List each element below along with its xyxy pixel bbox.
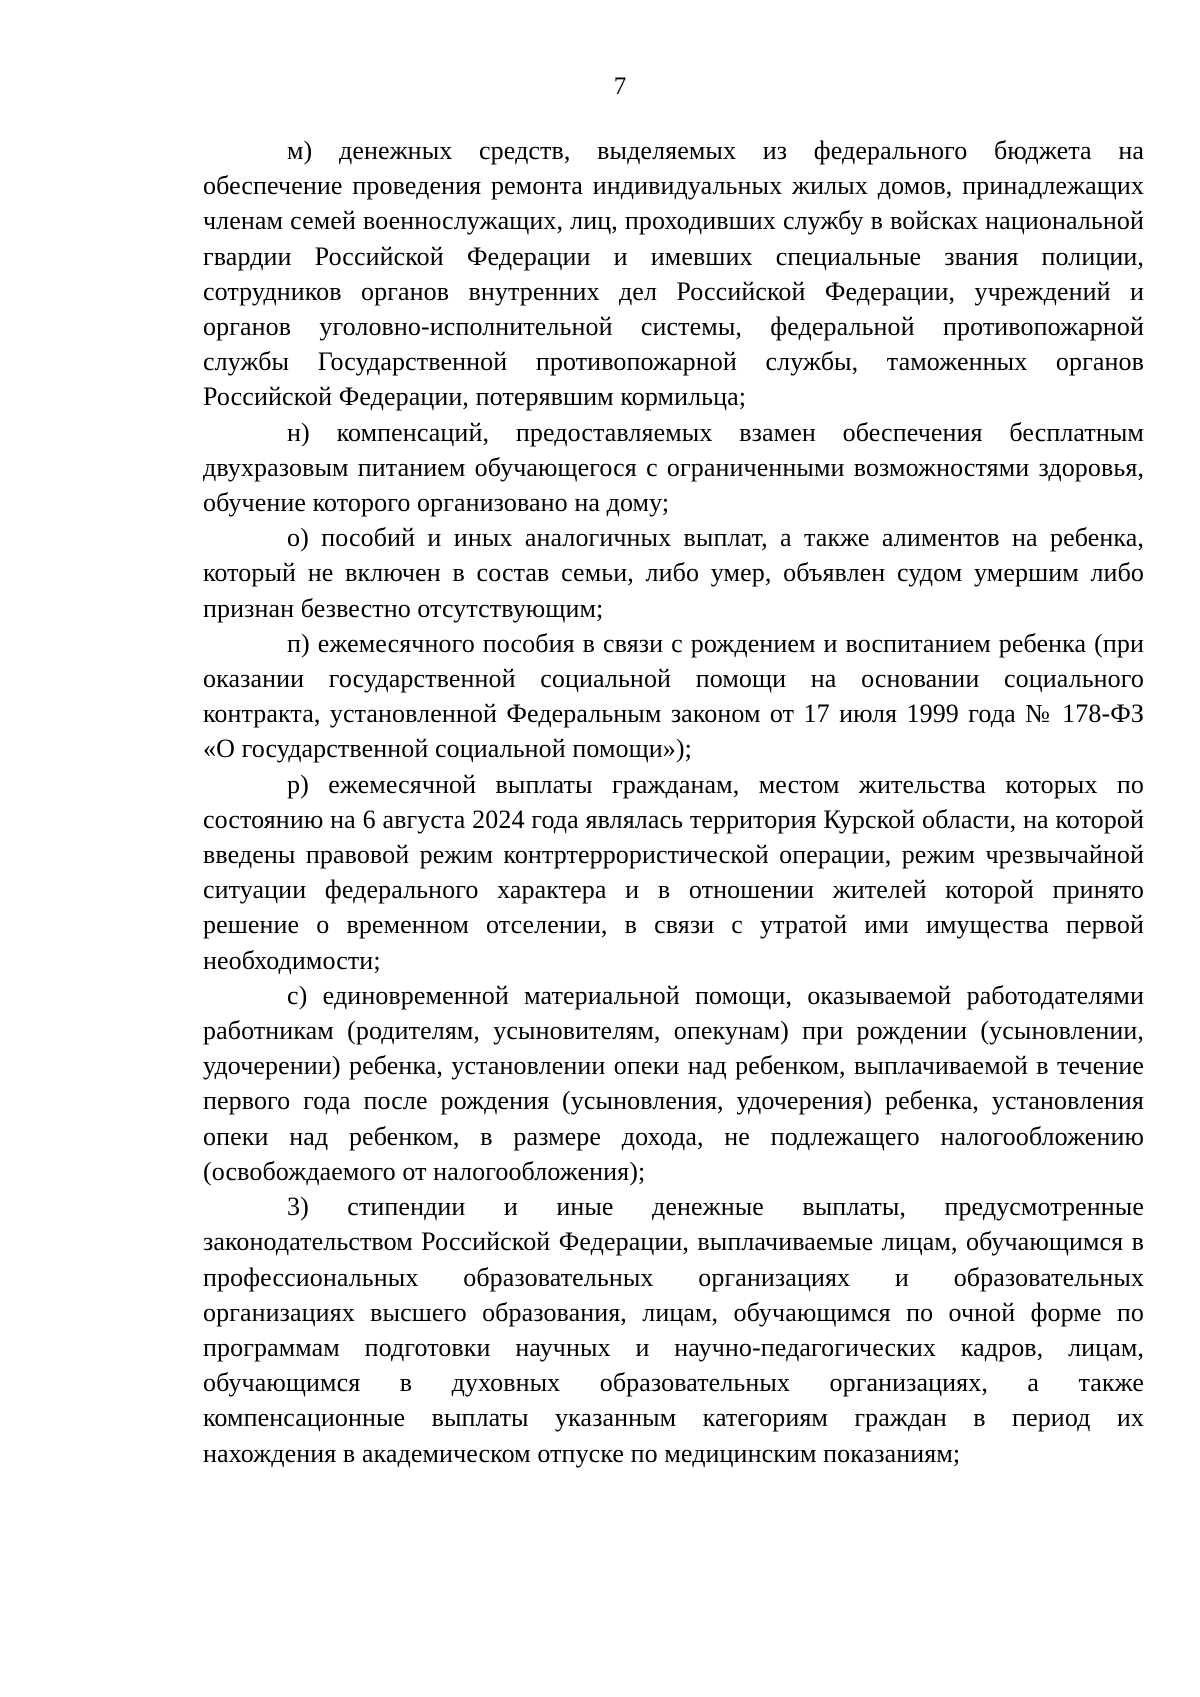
paragraph-3: 3) стипендии и иные денежные выплаты, предусмотренные законодательством Российской Федерации, выплачиваемые лицам, обучающимся в профессиональных образовательных организациях и образовательных организациях высшего образования, лицам, обучающимся по очной форме по программам подготовки научных и научно-педагогических кадров, лицам, обучающимся в духовных образовательных организациях, а также компенсационные выплаты указанным категориям граждан в период их нахождения в академическом отпуске по медицинским показаниям; <box>203 1192 1144 1468</box>
document-body <box>203 133 1144 1471</box>
paragraph-s: с) единовременной материальной помощи, оказываемой работодателями работникам (родителям, усыновителям, опекунам) при рождении (усыновлении, удочерении) ребенка, установлении опеки над ребенком, выплачиваемой в течение первого года после рождения (усыновления, удочерения) ребенка, установления опеки над ребенком, в размере дохода, не подлежащего налогообложению (освобождаемого от налогообложения); <box>203 980 1144 1186</box>
paragraph-r: р) ежемесячной выплаты гражданам, местом жительства которых по состоянию на 6 августа 2024 года являлась территория Курской области, на которой введены правовой режим контртеррористической операции, режим чрезвычайной ситуации федерального характера и в отношении жителей которой принято решение о временном отселении, в связи с утратой ими имущества первой необходимости; <box>203 769 1144 975</box>
paragraph-o: о) пособий и иных аналогичных выплат, а также алиментов на ребенка, который не включен в состав семьи, либо умер, объявлен судом умершим либо признан безвестно отсутствующим; <box>203 523 1144 623</box>
page-number: 7 <box>613 73 627 100</box>
paragraph-p: п) ежемесячного пособия в связи с рождением и воспитанием ребенка (при оказании государственной социальной помощи на основании социального контракта, установленной Федеральным законом от 17 июля 1999 года № 178-ФЗ «О государственной социальной помощи»); <box>203 628 1144 764</box>
paragraph-n: н) компенсаций, предоставляемых взамен обеспечения бесплатным двухразовым питанием обучающегося с ограниченными возможностями здоровья, обучение которого организовано на дому; <box>203 417 1144 518</box>
paragraph-m: м) денежных средств, выделяемых из федерального бюджета на обеспечение проведения ремонта индивидуальных жилых домов, принадлежащих членам семей военнослужащих, лиц, проходивших службу в войсках национальной гвардии Российской Федерации и имевших специальные звания полиции, сотрудников органов внутренних дел Российской Федерации, учреждений и органов уголовно-исполнительной системы, федеральной противопожарной службы Государственной противопожарной службы, таможенных органов Российской Федерации, потерявшим кормильца; <box>203 136 1144 412</box>
